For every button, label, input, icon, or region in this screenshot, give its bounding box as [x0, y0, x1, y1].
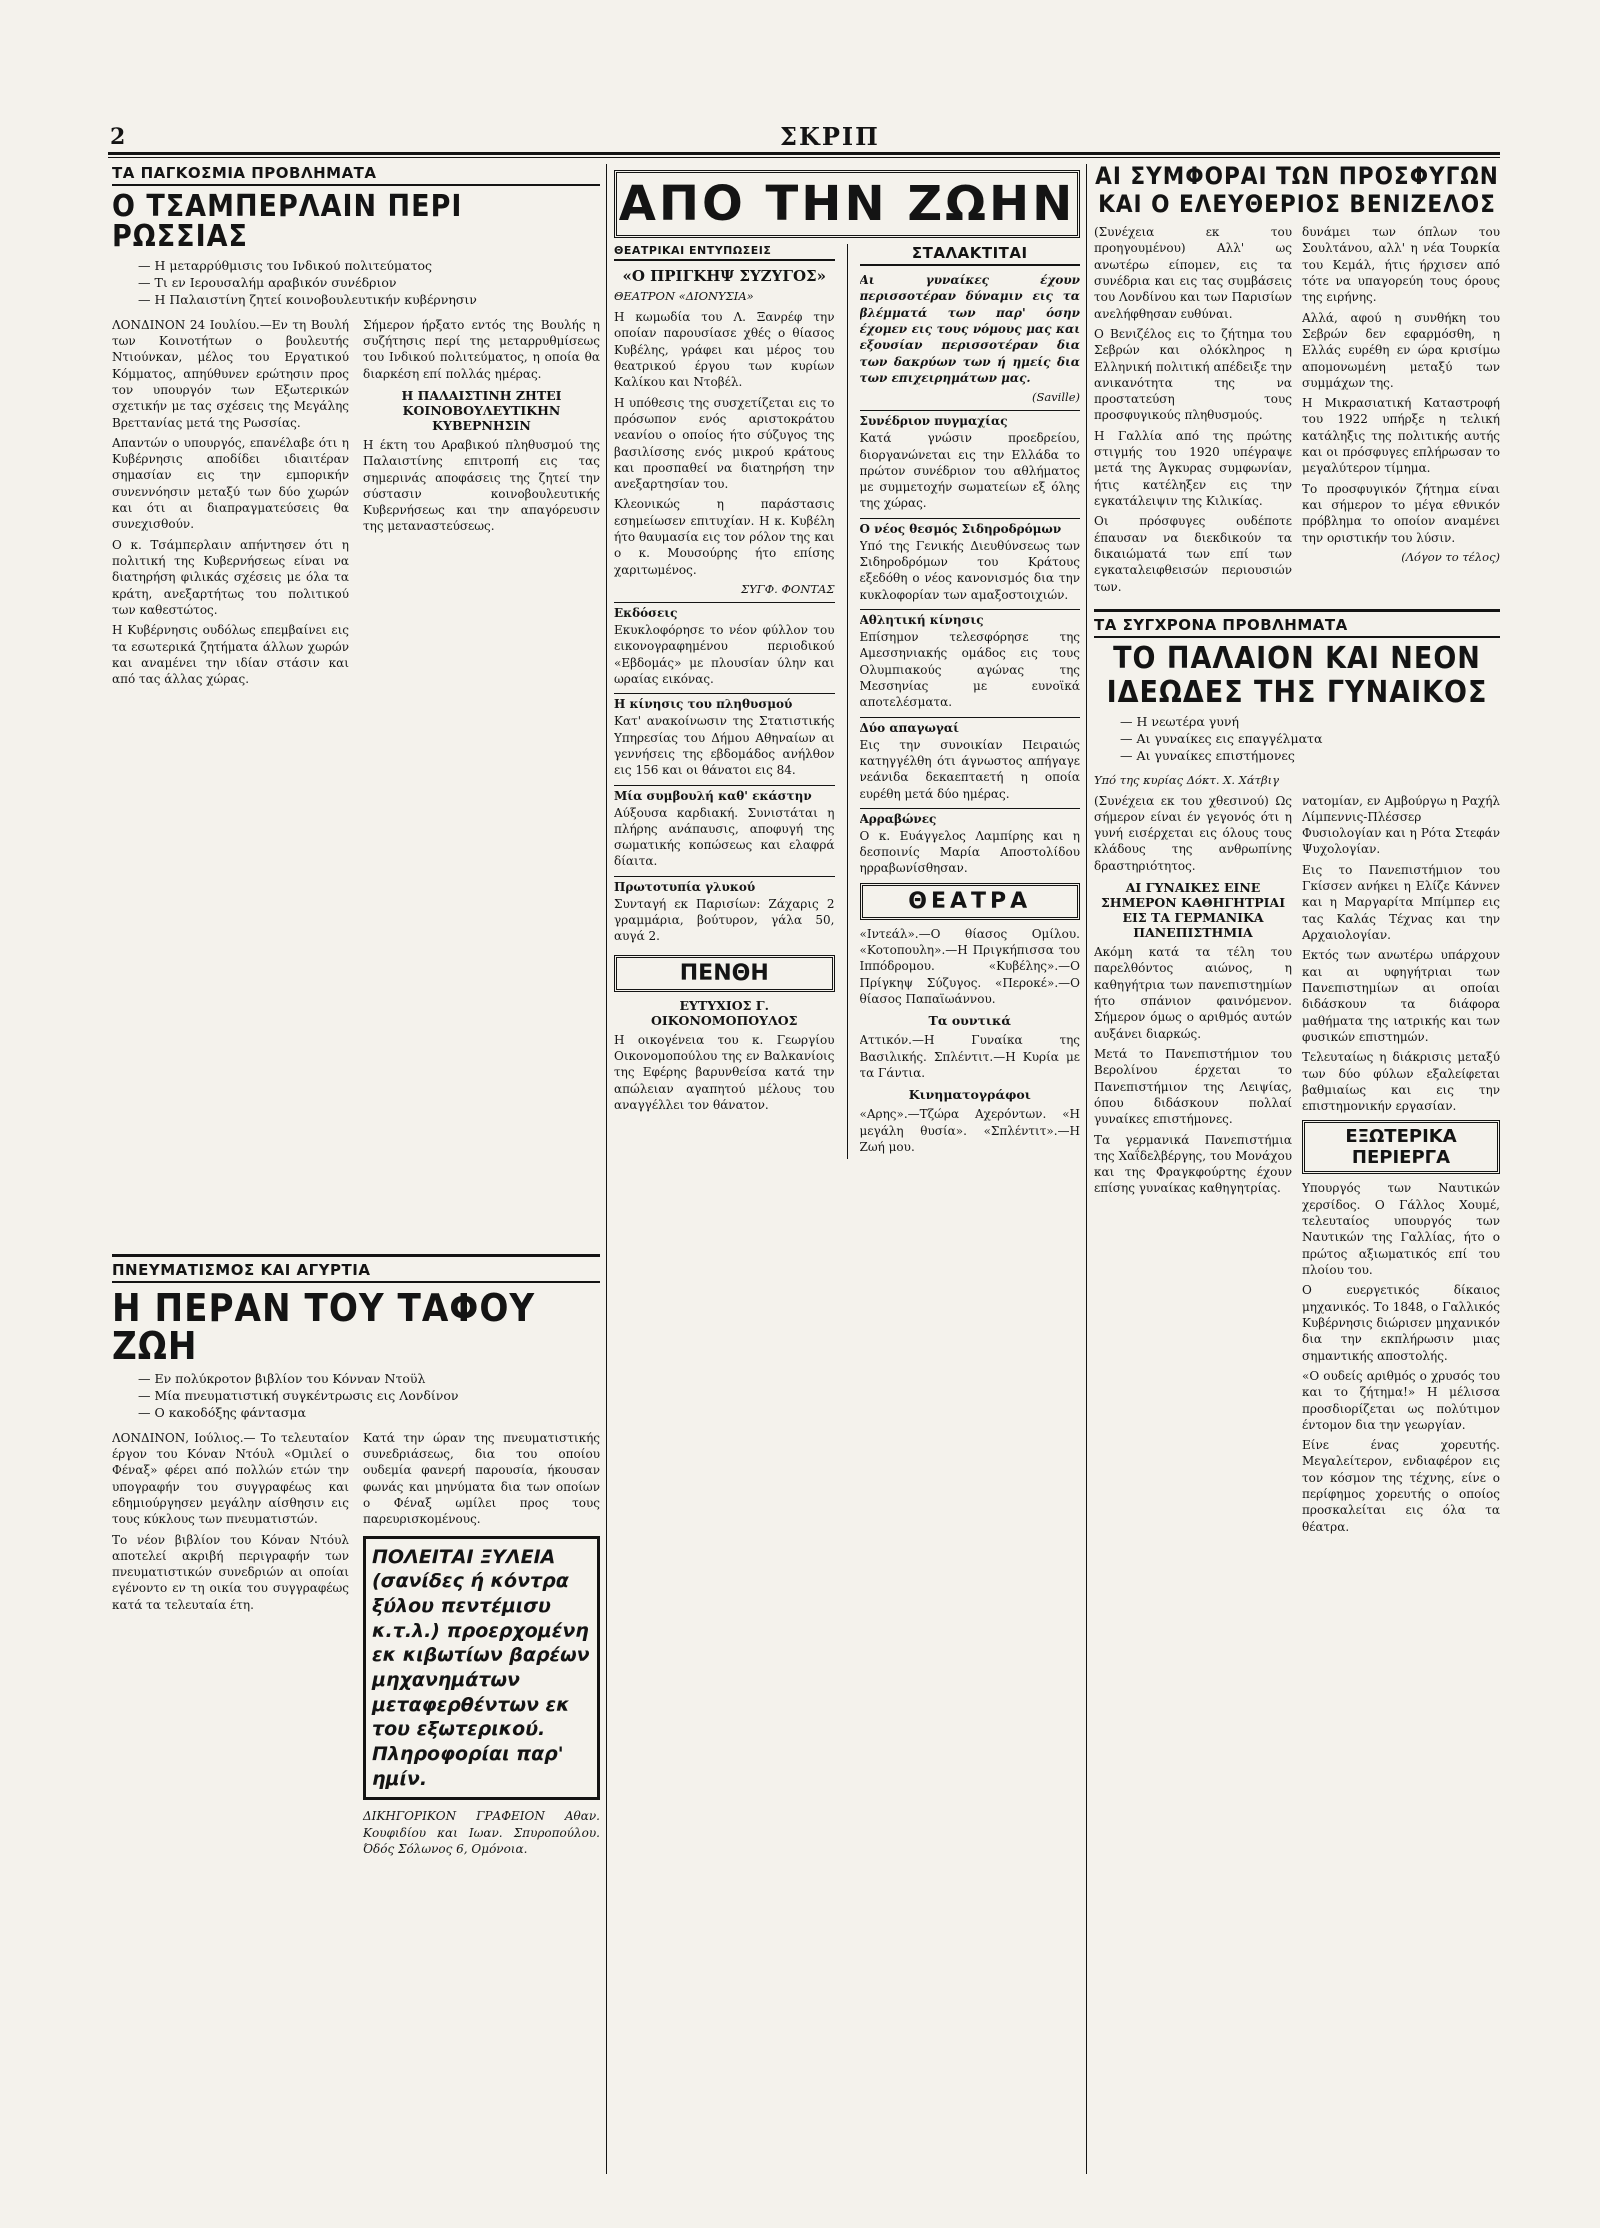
section-heading: ΤΑ ΣΥΓΧΡΟΝΑ ΠΡΟΒΛΗΜΑΤΑ: [1094, 616, 1500, 638]
paragraph: Η έκτη του Αραβικού πληθυσμού της Παλαιστίνης επιτροπή εις τας σημερινάς αποφάσεις της ζητεί την σύστασιν κοινοβουλευτικής Κυβερνήσεως και την απαγόρευσιν της μεταναστεύσεως.: [363, 437, 600, 534]
deck-line: — Η νεωτέρα γυνή: [1120, 714, 1500, 731]
paragraph: Αλλά, αφού η συνθήκη του Σεβρών δεν εφαρμόσθη, η Ελλάς ευρέθη εν ώρα κρισίμω απομονωμένη μεταξύ των συμμάχων της.: [1302, 310, 1500, 390]
theatre-name: ΘΕΑΤΡΟΝ «ΔΙΟΝΥΣΙΑ»: [614, 289, 754, 303]
article-headline: ΤΟ ΠΑΛΑΙΟΝ ΚΑΙ ΝΕΟΝ: [1113, 640, 1481, 676]
news-title: Αρραβώνες: [860, 808, 1081, 826]
women-body: [1094, 793, 1500, 1540]
paragraph: Η Μικρασιατική Καταστροφή του 1922 υπήρξε η τελική κατάληξις της πολιτικής αυτής και οι πρόσφυγες επλήρωσαν το μεγαλύτερον τίμημα.: [1302, 396, 1500, 476]
news-title: Συνέδριον πυγμαχίας: [860, 410, 1081, 428]
paragraph: «Ο ουδείς αριθμός ο χρυσός του και το ζήτημα!» Η μέλισσα προσδιορίζεται ως πολύτιμον έντομον δια την γεωργίαν.: [1302, 1368, 1500, 1432]
paragraph: Ο Βενιζέλος εις το ζήτημα του Σεβρών και ολόκληρος η Ελληνική πολιτική απέδειξε την ανικανότητα της να προστατεύση τους προσφυγικούς πληθυσμούς.: [1094, 326, 1292, 423]
paragraph: Το νέον βιβλίον του Κόναν Ντόυλ αποτελεί ακριβή περιγραφήν των πνευματιστικών συνεδριών αι οποίαι εγένοντο εν τη οικία του συγγραφέως κατά τα τελευταία έτη.: [112, 1532, 349, 1612]
theatres-heading: ΘΕΑΤΡΑ: [860, 883, 1081, 920]
deck-line: — Η μεταρρύθμισις του Ινδικού πολιτεύματος: [138, 258, 600, 275]
news-title: Δύο απαγωγαί: [860, 717, 1081, 735]
news-title: Ο νέος θεσμός Σιδηροδρόμων: [860, 518, 1081, 536]
center-left: [614, 244, 835, 1159]
subheading: Η ΠΑΛΑΙΣΤΙΝΗ ΖΗΤΕΙ ΚΟΙΝΟΒΟΥΛΕΥΤΙΚΗΝ ΚΥΒΕΡΝΗΣΙΝ: [401, 387, 562, 433]
classified-ad: ΔΙΚΗΓΟΡΙΚΟΝ ΓΡΑΦΕΙΟΝ Αθαν. Κουφιδίου και Ιωαν. Σπυροπούλου. Όδός Σόλωνος 6, Ομόνοια.: [363, 1809, 600, 1856]
masthead-rule: [108, 152, 1500, 155]
column-left: [112, 164, 600, 1244]
paragraph: (Συνέχεια εκ του χθεσινού) Ως σήμερον είναι έν γεγονός ότι η γυνή εισέρχεται εις όλους τους κλάδους της ανθρωπίνης δραστηριότητος.: [1094, 793, 1292, 873]
column-divider: [1086, 164, 1087, 2174]
news-text: Εκυκλοφόρησε το νέον φύλλον του εικονογραφημένου περιοδικού «Εβδομάς» με πλουσίαν ύλην και ωραίας εικόνας.: [614, 623, 835, 686]
review-title: «Ο ΠΡΙΓΚΗΨ ΣΥΖΥΓΟΣ»: [622, 267, 827, 285]
news-title: Αθλητική κίνησις: [860, 609, 1081, 627]
news-title: Η κίνησις του πληθυσμού: [614, 693, 835, 711]
paragraph: (Συνέχεια εκ του προηγουμένου) Αλλ' ως ανωτέρω είπομεν, εις τα συνέδρια και εις τας συμβάσεις του Λονδίνου και των Παρισίων ανελήφθησαν ευθύναι.: [1094, 225, 1292, 321]
paragraph: Η Γαλλία από της πρώτης στιγμής του 1920 υπέγραψε μετά της Άγκυρας συμφωνίαν, ήτις κατέληξεν εις την εγκατάλειψιν της Κιλικίας.: [1094, 428, 1292, 508]
signature: ΣΥΓΦ. ΦΟΝΤΑΣ: [741, 582, 835, 596]
news-text: Κατά γνώσιν προεδρείου, διοργανώνεται εις την Ελλάδα το πρώτον συνέδριον του αθλήματος με συμμετοχήν σωματείων εξ όλης της χώρας.: [859, 431, 1080, 511]
foreign-heading: ΕΞΩΤΕΡΙΚΑ ΠΕΡΙΕΡΓΑ: [1302, 1120, 1500, 1174]
signature: (Λόγον το τέλος): [1401, 549, 1500, 564]
quote: Αι γυναίκες έχουν περισσοτέραν δύναμιν εις τα βλέμματά των παρ' όσην έχομεν εις τους νόμους μας και εξουσίαν περισσοτέραν δια των δακρύων των ή ημείς δια των επιχειρημάτων μας.: [859, 273, 1080, 385]
news-text: Κατ' ανακοίνωσιν της Στατιστικής Υπηρεσίας του Δήμου Αθηναίων αι γεννήσεις της εβδομάδος ανήλθον εις 156 και οι θάνατοι εις 84.: [614, 714, 835, 778]
paragraph: Τελευταίως η διάκρισις μεταξύ των δύο φύλων εξαλείφεται βαθμιαίως και εις την επιστημονικήν εργασίαν.: [1302, 1050, 1500, 1114]
news-title: Εκδόσεις: [614, 602, 835, 620]
section-divider: [112, 1254, 600, 1257]
paragraph: Είνε ένας χορευτής. Μεγαλείτερον, ενδιαφέρον εις τον κόσμον της τέχνης, είνε ο περίφημος χορευτής ο οποίος προσκαλείται εις όλα τα θέατρα.: [1302, 1438, 1500, 1534]
obituary-heading: ΠΕΝΘΗ: [614, 955, 835, 992]
deck-line: — Τι εν Ιερουσαλήμ αραβικόν συνέδριον: [138, 275, 600, 292]
article-deck: [138, 258, 600, 309]
paragraph: Κατά την ώραν της πνευματιστικής συνεδριάσεως, δια του οποίου ουδεμία φανερή παρουσία, ήκουσαν φωνάς και μηνύματα δια των οποίων ο Φέναξ ωμίλει προς τους παρευρισκομένους.: [363, 1430, 600, 1527]
cine-heading: Κινηματογράφοι: [908, 1087, 1031, 1103]
news-text: Συνταγή εκ Παρισίων: Ζάχαρις 2 γραμμάρια, βούτυρον, γάλα 50, αυγά 2.: [614, 896, 835, 944]
article-headline-line2: ΙΔΕΩΔΕΣ ΤΗΣ ΓΥΝΑΙΚΟΣ: [1106, 674, 1488, 710]
deck-line: — Αι γυναίκες επιστήμονες: [1120, 748, 1500, 765]
article-headline: Ο ΤΣΑΜΠΕΡΛΑΙΝ ΠΕΡΙ ΡΩΣΣΙΑΣ: [112, 189, 463, 254]
center-divider: [847, 244, 848, 1159]
paragraph: ΛΟΝΔΙΝΟΝ 24 Ιουλίου.—Εν τη Βουλή των Κοινοτήτων ο βουλευτής Ντιούνκαν, μέλος του Εργατικού Κόμματος, απηύθυνεν ερώτησιν προς τον υπουργόν των Εξωτερικών σχετικήν με τας σχέσεις της Μεγάλης Βρεττανίας μετά της Ρωσσίας.: [112, 317, 349, 430]
cinema-heading: Τα ουντικά: [928, 1013, 1011, 1029]
advertisement-box: ΠΟΛΕΙΤΑΙ ΞΥΛΕΙΑ (σανίδες ή κόντρα ξύλου πεντέμισυ κ.τ.λ.) προερχομένη εκ κιβωτίων βαρέων μηχανημάτων μεταφερθέντων εκ του εξωτερικού. Πληροφορίαι παρ' ημίν.: [363, 1536, 600, 1801]
cinema-list: Αττικόν.—Η Γυναίκα της Βασιλικής. Σπλέντιτ.—Η Κυρία με τα Γάντια.: [859, 1033, 1080, 1080]
paragraph: Οι πρόσφυγες ουδέποτε έπαυσαν να διεκδικούν τα δικαιώματά των επί των εγκαταλειφθεισών περιουσιών των.: [1094, 514, 1292, 594]
paragraph: Μετά το Πανεπιστήμιον του Βερολίνου έρχεται το Πανεπιστήμιον της Λειψίας, όπου διδάσκουν πολλαί γυναίκες επιστήμονες.: [1094, 1046, 1292, 1127]
deck-line: — Η Παλαιστίνη ζητεί κοινοβουλευτικήν κυβέρνησιν: [138, 292, 600, 309]
column-center: [614, 164, 1080, 2174]
paragraph: Ο ευεργετικός δίκαιος μηχανικός. Το 1848, ο Γαλλικός Κυβέρνησις διώρισεν μηχανικόν δια την εκπλήρωσιν μιας σημαντικής αποστολής.: [1302, 1283, 1500, 1363]
obituary-name: ΕΥΤΥΧΙΟΣ Γ. ΟΙΚΟΝΟΜΟΠΟΥΛΟΣ: [650, 997, 798, 1028]
article-body: [112, 1430, 600, 1862]
cine-list: «Αρης».—Τζώρα Αχερόντων. «Η μεγάλη θυσία». «Σπλέντιτ».—Η Ζωή μου.: [859, 1107, 1080, 1154]
paragraph: Ακόμη κατά τα τέλη του παρελθόντος αιώνος, η καθηγήτρια των πανεπιστημίων ήτο σπάνιον φαινόμενον. Σήμερον όμως ο αριθμός αυτών αυξάνει διαρκώς.: [1094, 945, 1292, 1041]
column-right: [1094, 164, 1500, 2174]
obituary-text: Η οικογένεια του κ. Γεωργίου Οικονομοπούλου της εν Βαλκανίοις της Εφέρης βαρυνθείσα κατά την απώλειαν αγαπητού μέλους του αναγγέλλει τον θάνατον.: [614, 1032, 835, 1112]
paragraph: ΛΟΝΔΙΝΟΝ, Ιούλιος.— Το τελευταίον έργον του Κόναν Ντόυλ «Ομιλεί ο Φέναξ» φέρει από πολλών ετών την υπογραφήν του συγγραφέως και εδημιούργησεν μεγάλην αίσθησιν εις τους κύκλους των πνευματιστών.: [112, 1430, 349, 1527]
paragraph: Ο κ. Τσάμπερλαιν απήντησεν ότι η πολιτική της Κυβερνήσεως είναι να διατηρήση φιλικάς σχέσεις με όλα τα κράτη, ανεξαρτήτως του πολιτικού των καθεστώτος.: [112, 537, 349, 617]
news-text: Υπό της Γενικής Διευθύνσεως των Σιδηροδρόμων του Κράτους εξεδόθη ο νέος κανονισμός δια την κυκλοφορίαν των αμαξοστοιχιών.: [859, 538, 1080, 602]
news-text: Ο κ. Ευάγγελος Λαμπίρης και η δεσποινίς Μαρία Αποστολίδου ηρραβωνίσθησαν.: [859, 828, 1080, 876]
subheading: ΑΙ ΓΥΝΑΙΚΕΣ ΕΙΝΕ ΣΗΜΕΡΟΝ ΚΑΘΗΓΗΤΡΙΑΙ ΕΙΣ ΤΑ ΓΕΡΜΑΝΙΚΑ ΠΑΝΕΠΙΣΤΗΜΙΑ: [1100, 880, 1286, 941]
paragraph: Εκτός των ανωτέρω υπάρχουν και αι υφηγήτριαι των Πανεπιστημίων αι οποίαι διδάσκουν τα διάφορα μαθήματα της ιατρικής και των φυσικών επιστημών.: [1302, 948, 1500, 1044]
news-text: Αύξουσα καρδιακή. Συνιστάται η πλήρης ανάπαυσις, αποφυγή της σωματικής κοπώσεως και ελαφρά δίαιτα.: [614, 805, 835, 869]
section-masthead: ΑΠΟ ΤΗΝ ΖΩΗΝ: [614, 170, 1080, 238]
paragraph: Η Κυβέρνησις ουδόλως επεμβαίνει εις τα εσωτερικά ζητήματα άλλων χωρών και αναμένει την ιδίαν στάσιν και από τας άλλας χώρας.: [112, 623, 349, 687]
paragraph: Η υπόθεσις της συσχετίζεται εις το πρόσωπον ενός αριστοκράτου νεανίου ο οποίος ήτο σύζυγος της βασιλίσσης ενός μικρού κράτους και προσπαθεί να διατηρήση την ανεξαρτησίαν του.: [614, 395, 835, 492]
news-text: Επίσημον τελεσφόρησε της Αμεσσηνιακής ομάδος εις τους Ολυμπιακούς αγώνας της Μεσσηνίας με ευνοϊκά αποτελέσματα.: [859, 630, 1080, 710]
section-heading: ΠΝΕΥΜΑΤΙΣΜΟΣ ΚΑΙ ΑΓΥΡΤΙΑ: [112, 1261, 600, 1283]
article-deck: [1120, 714, 1500, 765]
article-headline: Η ΠΕΡΑΝ ΤΟΥ ΤΑΦΟΥ ΖΩΗ: [112, 1286, 536, 1368]
paragraph: Εις το Πανεπιστήμιον του Γκίσσεν ανήκει η Ελίζε Κάννεν και η Μαργαρίτα Μπίμπερ εις τας Καλάς Τέχνας και την Αρχαιολογίαν.: [1302, 862, 1500, 942]
paragraph: Η κωμωδία του Λ. Ξανρέφ την οποίαν παρουσίασε χθές ο θίασος Κυβέλης, γράφει και μέρος του θεατρικού έργου των κυρίων Καλίκου και Ντοβέλ.: [614, 310, 835, 390]
news-text: Εις την συνοικίαν Πειραιώς κατηγγέλθη ότι άγνωστος απήγαγε νεάνιδα δεκαεπταετή η οποία ευρέθη μετά δύο ημέρας.: [859, 737, 1080, 801]
paragraph: νατομίαν, εν Αμβούργω η Ραχήλ Λίμπεννις-Πλέσσερ Φυσιολογίαν και η Ρότα Στεφάν Ψυχολογίαν.: [1302, 793, 1500, 857]
center-columns: [614, 244, 1080, 1159]
news-title: Μία συμβουλή καθ' εκάστην: [614, 785, 835, 803]
paragraph: δυνάμει των όπλων του Σουλτάνου, αλλ' η νέα Τουρκία του Κεμάλ, ήτις ήρχισεν από τότε να υπαγορεύη τους όρους της ειρήνης.: [1302, 225, 1500, 305]
section-divider: [1094, 609, 1500, 612]
page-number: 2: [110, 124, 126, 150]
refugees-body: [1094, 224, 1500, 599]
quote-author: (Saville): [1031, 390, 1080, 405]
paragraph: Το προσφυγικόν ζήτημα είναι και σήμερον το μέγα εθνικόν πρόβλημα το οποίον αναμένει την οριστικήν του λύσιν.: [1302, 481, 1500, 545]
section-heading: ΘΕΑΤΡΙΚΑΙ ΕΝΤΥΠΩΣΕΙΣ: [614, 244, 835, 261]
paragraph: Υπουργός των Ναυτικών χερσίδος. Ο Γάλλος Χουμέ, τελευταίος υπουργός των Ναυτικών της Γαλλίας, ήτο ο πρώτος αξιωματικός επί του πλοίου του.: [1302, 1181, 1500, 1277]
masthead-title: ΣΚΡΙΠ: [780, 122, 880, 151]
paragraph: Τα γερμανικά Πανεπιστήμια της Χαΐδελβέργης, του Μονάχου και της Φραγκφούρτης έχουν επίσης γυναίκας καθηγητρίας.: [1094, 1132, 1292, 1196]
column-divider: [606, 164, 607, 2174]
news-title: Πρωτοτυπία γλυκού: [614, 876, 835, 894]
article-body: [112, 317, 600, 692]
article-deck: [138, 1371, 600, 1422]
masthead-rule-thin: [108, 157, 1500, 158]
column-left-lower: [112, 1250, 600, 2180]
paragraph: Απαντών ο υπουργός, επανέλαβε ότι η Κυβέρνησις αποδίδει ιδιαιτέραν σημασίαν εις την εμπορικήν συνεννόησιν μεταξύ των δύο χωρών και ότι αι διαπραγματεύσεις θα συνεχισθούν.: [112, 435, 349, 532]
article-headline-line2: ΚΑΙ Ο ΕΛΕΥΘΕΡΙΟΣ ΒΕΝΙΖΕΛΟΣ: [1098, 190, 1496, 218]
deck-line: — Εν πολύκροτον βιβλίον του Κόνναν Ντοϋλ: [138, 1371, 600, 1388]
deck-line: — Ο κακοδόξης φάντασμα: [138, 1405, 600, 1422]
byline: Υπό της κυρίας Δόκτ. Χ. Χάτβιγ: [1094, 772, 1280, 787]
deck-line: — Μία πνευματιστική συγκέντρωσις εις Λονδίνον: [138, 1388, 600, 1405]
paragraph: Κλεονικώς η παράστασις εσημείωσεν επιτυχίαν. Η κ. Κυβέλη ήτο θαυμασία εις τον ρόλον της και ο κ. Μουσούρης ήτο επίσης χαριτωμένος.: [614, 497, 835, 577]
center-right: [860, 244, 1081, 1159]
section-heading: ΤΑ ΠΑΓΚΟΣΜΙΑ ΠΡΟΒΛΗΜΑΤΑ: [112, 164, 600, 186]
paragraph: Σήμερον ήρξατο εντός της Βουλής η συζήτησις περί της μεταρρυθμίσεως του Ινδικού πολιτεύματος, η οποία θα διαρκέση επί πολλάς ημέρας.: [363, 317, 600, 381]
article-headline: ΑΙ ΣΥΜΦΟΡΑΙ ΤΩΝ ΠΡΟΣΦΥΓΩΝ: [1095, 164, 1499, 190]
section-heading: ΣΤΑΛΑΚΤΙΤΑΙ: [860, 244, 1081, 266]
deck-line: — Αι γυναίκες εις επαγγέλματα: [1120, 731, 1500, 748]
theatres-list: «Ιντεάλ».—Ο θίασος Ομίλου. «Κοτοπουλη».—Η Πριγκήπισσα του Ιππόδρομου. «Κυβέλης».—Ο Πρίγκηψ Σύζυγος. «Περοκέ».—Ο θίασος Παπαϊωάννου.: [859, 926, 1080, 1006]
